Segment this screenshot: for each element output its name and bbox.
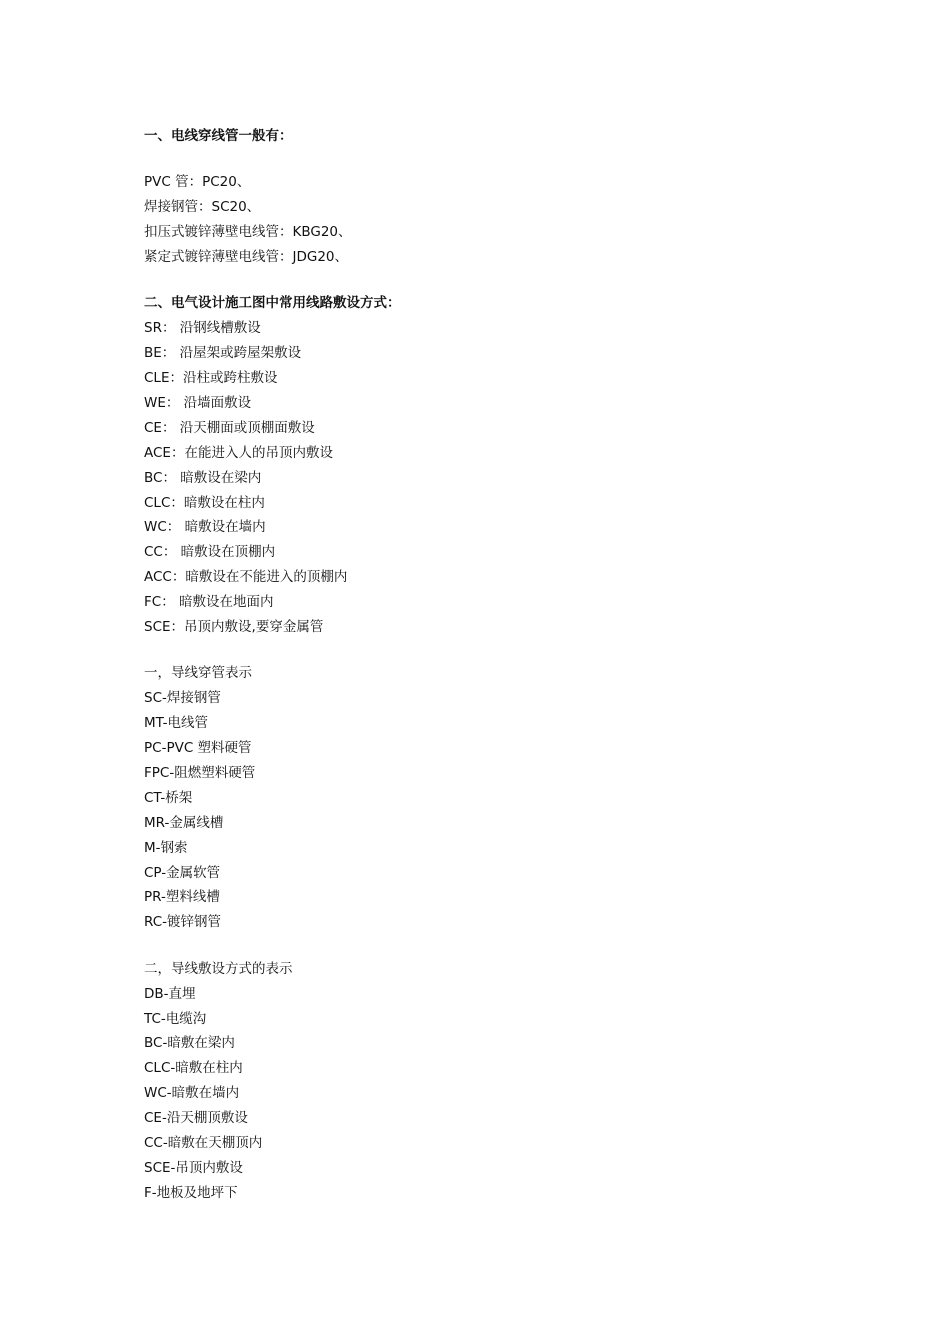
- list-item: TC-电缆沟: [144, 1010, 207, 1027]
- list-item: MR-金属线槽: [144, 814, 224, 831]
- list-item: ACE：在能进入人的吊顶内敷设: [144, 444, 333, 461]
- spacer: [144, 270, 844, 292]
- section-heading: 二，导线敷设方式的表示: [144, 960, 293, 977]
- list-item: FC： 暗敷设在地面内: [144, 594, 274, 611]
- list-item: CP-金属软管: [144, 864, 221, 881]
- list-item: M-钢索: [144, 839, 188, 856]
- section-heading: 一、电线穿线管一般有：: [144, 128, 293, 144]
- spacer: [144, 935, 844, 957]
- document-body: [144, 124, 844, 1206]
- list-item: CC： 暗敷设在顶棚内: [144, 544, 276, 561]
- list-item: SCE：吊顶内敷设,要穿金属管: [144, 619, 324, 636]
- list-item: CE-沿天棚顶敷设: [144, 1110, 248, 1127]
- list-item: BE： 沿屋架或跨屋架敷设: [144, 345, 302, 362]
- list-item: DB-直埋: [144, 985, 196, 1002]
- list-item: CLC-暗敷在柱内: [144, 1060, 243, 1077]
- section-heading: 一，导线穿管表示: [144, 665, 252, 682]
- list-item: WC： 暗敷设在墙内: [144, 519, 266, 536]
- list-item: CE： 沿天棚面或顶棚面敷设: [144, 419, 315, 436]
- list-item: F-地板及地坪下: [144, 1184, 238, 1201]
- list-item: WE： 沿墙面敷设: [144, 395, 252, 412]
- list-item: ACC：暗敷设在不能进入的顶棚内: [144, 569, 348, 586]
- list-item: WC-暗敷在墙内: [144, 1085, 240, 1102]
- list-item: BC-暗敷在梁内: [144, 1035, 235, 1052]
- spacer: [144, 640, 844, 662]
- list-item: CC-暗敷在天棚顶内: [144, 1134, 263, 1151]
- list-item: SR： 沿钢线槽敷设: [144, 320, 261, 337]
- list-item: MT-电线管: [144, 715, 209, 732]
- list-item: BC： 暗敷设在梁内: [144, 469, 262, 486]
- list-item: 紧定式镀锌薄壁电线管：JDG20、: [144, 249, 349, 266]
- list-item: PR-塑料线槽: [144, 889, 220, 906]
- list-item: CLE：沿柱或跨柱敷设: [144, 370, 278, 387]
- list-item: PVC 管：PC20、: [144, 174, 251, 191]
- list-item: PC-PVC 塑料硬管: [144, 740, 252, 757]
- list-item: SC-焊接钢管: [144, 690, 221, 707]
- section-heading: 二、电气设计施工图中常用线路敷设方式：: [144, 295, 401, 312]
- list-item: CT-桥架: [144, 789, 193, 806]
- list-item: 焊接钢管：SC20、: [144, 199, 261, 216]
- list-item: 扣压式镀锌薄壁电线管：KBG20、: [144, 224, 352, 241]
- list-item: SCE-吊顶内敷设: [144, 1159, 243, 1176]
- list-item: FPC-阻燃塑料硬管: [144, 764, 256, 781]
- spacer: [144, 149, 844, 171]
- list-item: RC-镀锌钢管: [144, 914, 222, 931]
- list-item: CLC：暗敷设在柱内: [144, 494, 265, 511]
